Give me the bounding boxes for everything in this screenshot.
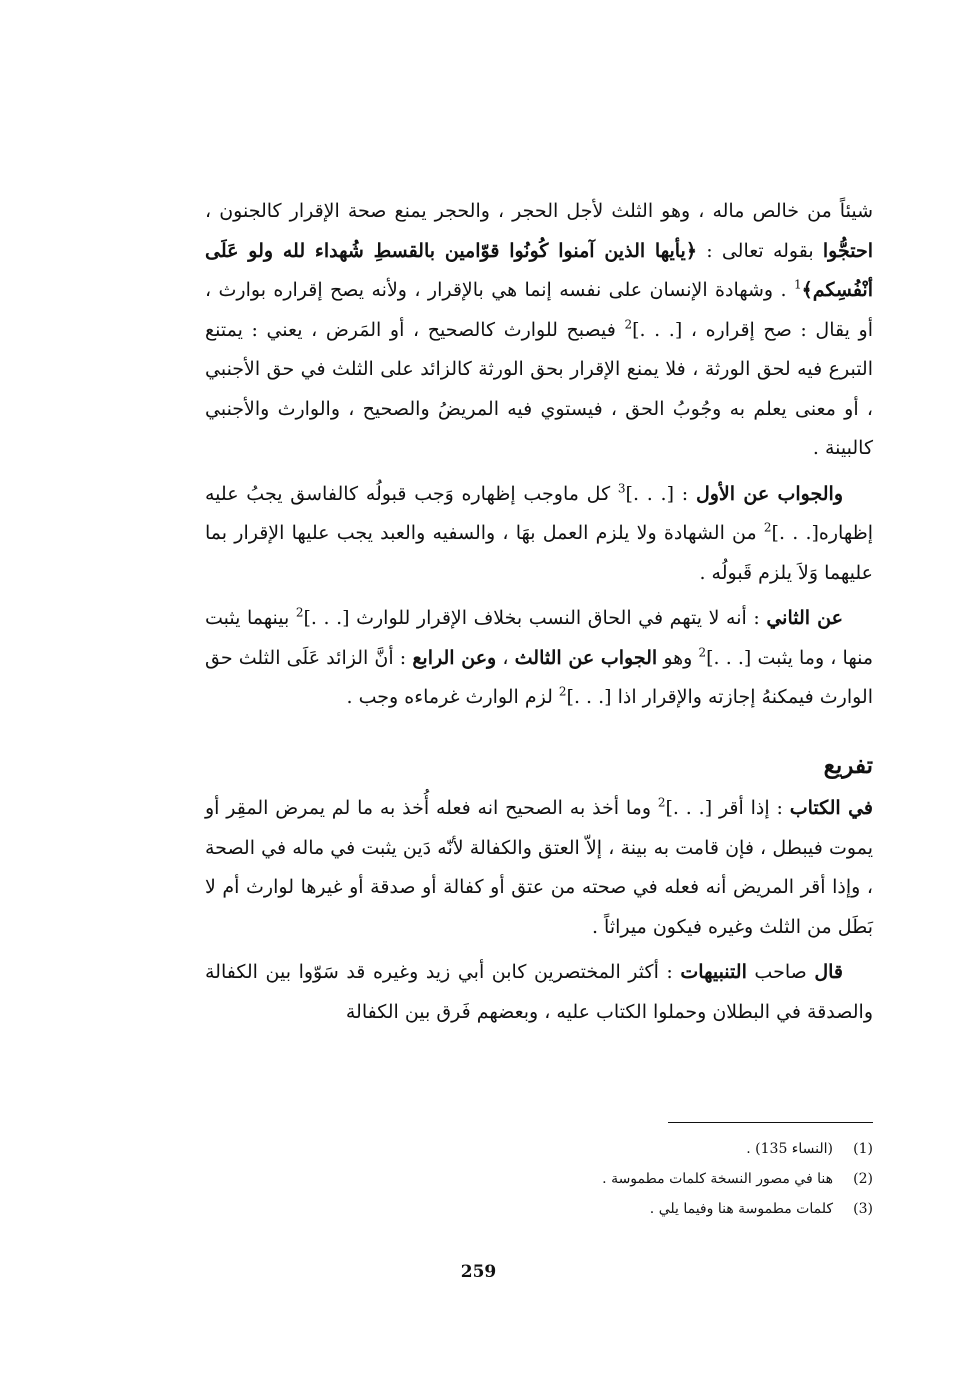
footnote-text: كلمات مطموسة هنا وفيما يلي . bbox=[649, 1201, 833, 1217]
paragraph bbox=[205, 953, 873, 1032]
bold-text: قال bbox=[814, 961, 844, 983]
page-number: 259 bbox=[460, 1262, 497, 1282]
bold-text: في الكتاب bbox=[789, 797, 873, 819]
text-run: : أنَّ الزائد عَلَى الثلث حق الوارث فيمكنهُ إجازته والإقرار اذا [. . .] bbox=[205, 646, 873, 708]
footnote-text: (النساء 135) . bbox=[746, 1141, 833, 1157]
paragraph bbox=[205, 192, 873, 469]
footnote-ref: 3 bbox=[617, 481, 626, 496]
footnote-number: (3) bbox=[853, 1201, 873, 1217]
bold-text: الجواب عن الثالث bbox=[514, 646, 658, 669]
body-text bbox=[205, 192, 873, 1032]
text-run: : أنه لا يتهم في الحاق النسب بخلاف الإقرار للوارث [. . .] bbox=[303, 607, 767, 629]
text-run: صاحب bbox=[746, 961, 815, 983]
text-run: : أكثر المختصرين كابن أبي زيد وغيره قد سَوّوا بين الكفالة والصدقة في البطلان وحملوا الكتاب عليه ، وبعضهم فَرق بين الكفالة bbox=[205, 961, 873, 1023]
section-heading: تفريع bbox=[823, 751, 873, 779]
paragraphs-block-1 bbox=[205, 192, 873, 718]
bold-text: احتجُّوا bbox=[822, 239, 873, 262]
text-run: من الشهادة ولا يلزم العمل بهَا ، والسفيه والعبد يجب عليها الإقرار بما عليهما وَلاَ يلزم قَبولُه . bbox=[205, 522, 873, 584]
paragraph bbox=[205, 475, 873, 594]
text-run: وما أخذ به الصحيح انه فعله أُخذ به ما لم يمرض المقِر أو يموت فيبطل ، فإن قامت به بينة ، إلاّ العتق والكفالة لأنّه دَين يثبت في ماله في الصحة ، وإذا أقر المريض أنه فعله في صحته من عتق أو كفالة أو صدقة أو غيرها لوارث أم لا بَطَل من الثلث وغيره فيكون ميراثاً . bbox=[205, 797, 873, 938]
text-run: بقوله تعالى : bbox=[696, 239, 823, 262]
footnote-ref: 1 bbox=[793, 277, 802, 292]
footnote-ref: 2 bbox=[657, 795, 666, 810]
text-run: فيصبح للوارث كالصحيح ، أو المَرض ، يعني : يمتنع التبرع فيه لحق الورثة ، فلا يمنع الإقرار بحق الورثة كالزائد على الثلث في حق الأجنبي ، أو معنى يعلم به وجُوبُ الحق ، فيستوي فيه المريضُ والصحيح ، والوارث والأجنبي كالبينة . bbox=[205, 318, 873, 459]
paragraphs-block-2 bbox=[205, 789, 873, 1032]
footnote-ref: 2 bbox=[763, 520, 772, 535]
text-run: بينهما يثبت منها ، وما يثبت [. . .] bbox=[205, 607, 873, 669]
text-run: كل ماوجب إظهاره وَجب قبولُه كالفاسق يجبُ عليه إظهاره[. . .] bbox=[205, 482, 873, 544]
text-run: . وشهادة الإنسان على نفسه إنما هي بالإقرار ، ولأنه يصح إقراره بوارث ، أو يقال : صح إقراره ، [. . .] bbox=[205, 279, 873, 341]
bold-text: ﴿يأيها الذين آمنوا كُونُوا قوّامين بالقسطِ شُهداء لله ولو عَلَى أنْفُسِكم﴾ bbox=[205, 239, 873, 301]
footnote-divider bbox=[668, 1122, 873, 1123]
bold-text: وعن الرابع bbox=[412, 646, 497, 669]
footnote-ref: 2 bbox=[624, 317, 633, 332]
footnote-ref: 2 bbox=[295, 605, 304, 620]
text-run: ، bbox=[496, 646, 515, 669]
bold-text: عن الثاني bbox=[766, 607, 843, 629]
footnote-text: هنا في مصور النسخة كلمات مطموسة . bbox=[602, 1171, 833, 1187]
footnote-ref: 2 bbox=[698, 645, 707, 660]
footnote-item bbox=[505, 1134, 873, 1164]
paragraph bbox=[205, 789, 873, 947]
paragraph bbox=[205, 599, 873, 718]
footnote-item bbox=[505, 1194, 873, 1224]
bold-text: والجواب عن الأول bbox=[695, 482, 843, 505]
text-run: : [. . .] bbox=[625, 482, 696, 505]
footnote-item bbox=[505, 1164, 873, 1194]
text-run: شيئاً من خالص ماله ، وهو الثلث لأجل الحجر ، والحجر يمنع صحة الإقرار كالجنون ، bbox=[205, 200, 873, 222]
footnote-ref: 2 bbox=[558, 684, 567, 699]
text-run: : إذا أقر [. . .] bbox=[665, 797, 790, 819]
text-run: وهو bbox=[657, 646, 699, 669]
footnote-number: (2) bbox=[853, 1171, 873, 1187]
footnotes bbox=[505, 1134, 873, 1224]
footnote-number: (1) bbox=[853, 1141, 873, 1157]
bold-text: التنبيهات bbox=[680, 961, 747, 983]
text-run: لزم الوارث غرماءه وجب . bbox=[346, 686, 559, 708]
